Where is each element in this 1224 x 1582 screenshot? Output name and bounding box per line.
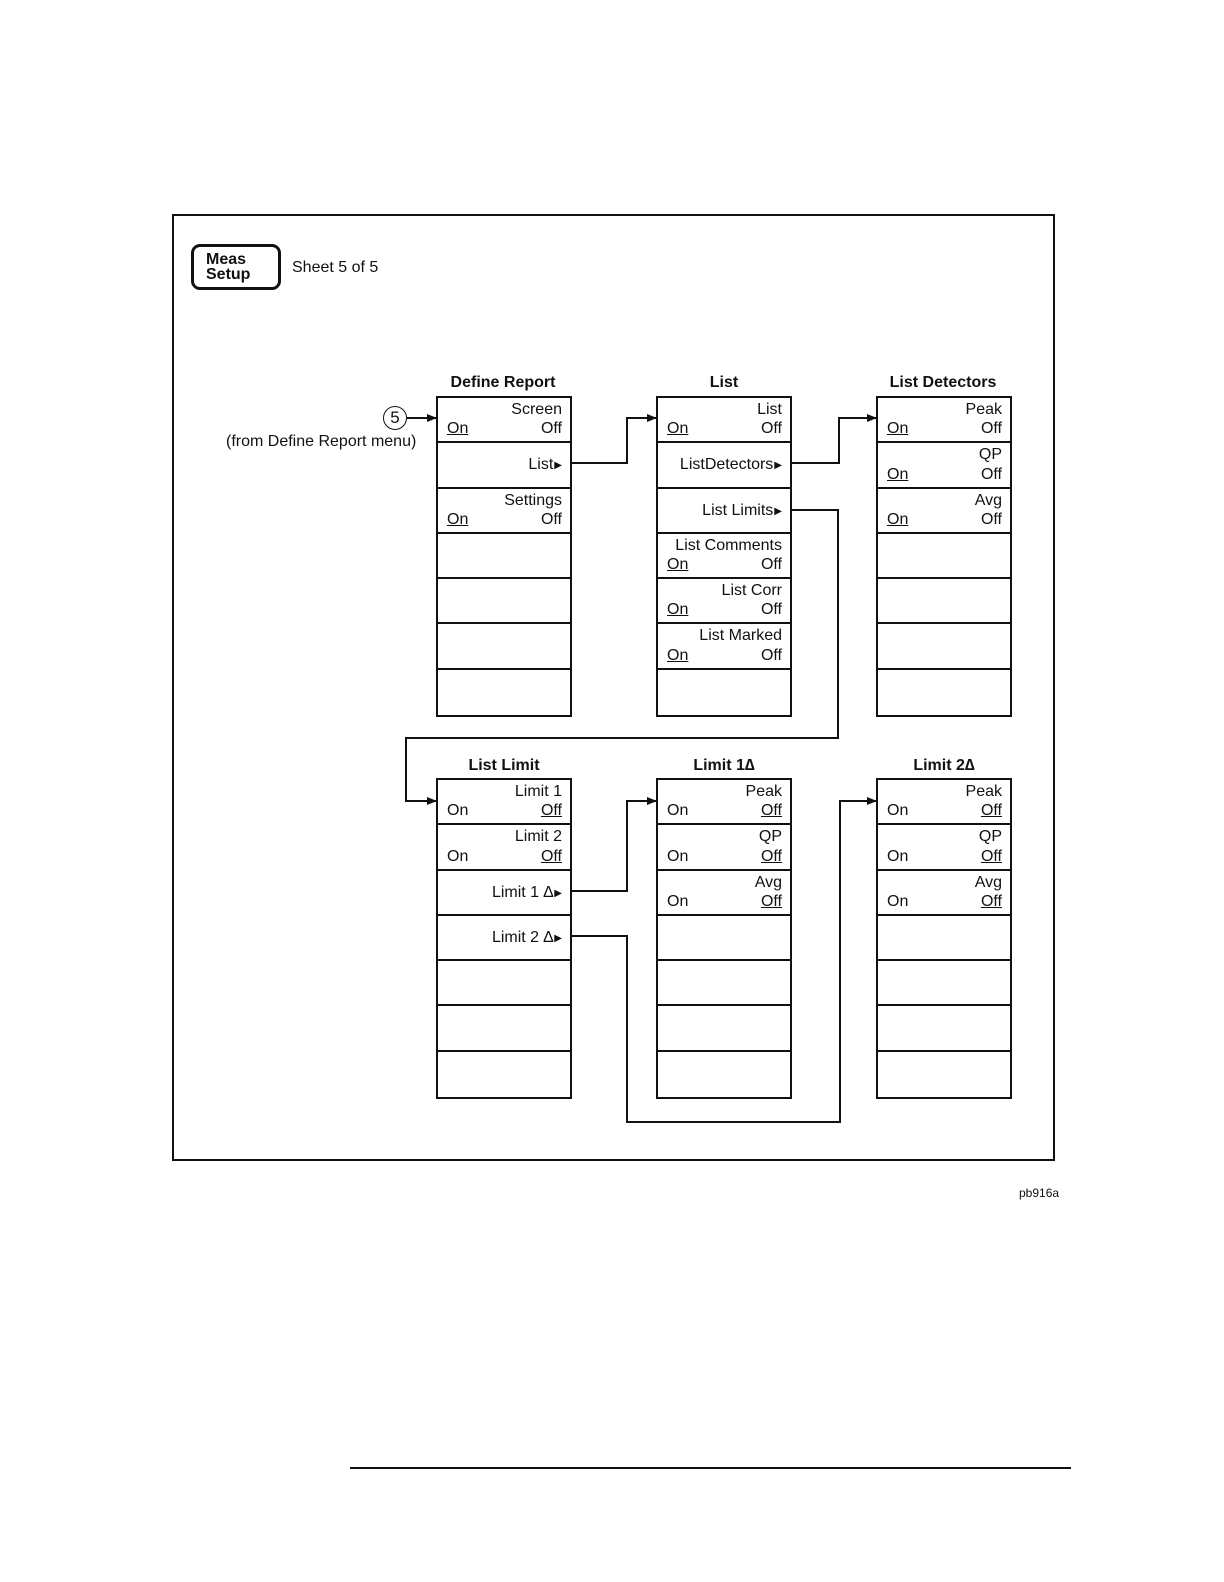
on-option: On [667, 601, 689, 619]
softkey-blank [878, 670, 1010, 715]
softkey-label: Limit 2 ∆ [491, 928, 554, 946]
softkey-peak[interactable] [658, 780, 790, 825]
softkey-list[interactable] [438, 443, 570, 488]
softkey-blank [878, 961, 1010, 1006]
softkey-blank [438, 1052, 570, 1097]
off-option: Off [540, 420, 562, 438]
off-option: Off [760, 601, 782, 619]
softkey-limit-1[interactable] [438, 780, 570, 825]
softkey-settings[interactable] [438, 489, 570, 534]
softkey-blank [438, 534, 570, 579]
softkey-blank [658, 1006, 790, 1051]
submenu-arrow-icon: ▶ [554, 932, 562, 944]
off-option: Off [980, 465, 1002, 483]
on-option: On [667, 892, 689, 910]
menu-title-limit1-delta: Limit 1∆ [693, 757, 755, 774]
menu-title-list-detectors: List Detectors [889, 374, 997, 391]
entry-from-label: (from Define Report menu) [226, 433, 417, 450]
softkey-peak[interactable] [878, 398, 1010, 443]
softkey-label: Peak [745, 783, 782, 800]
menu-limit2-delta [876, 778, 1012, 1099]
softkey-avg[interactable] [658, 871, 790, 916]
softkey-qp[interactable] [658, 825, 790, 870]
softkey-blank [658, 1052, 790, 1097]
off-option: Off [980, 892, 1002, 910]
softkey-label: Peak [965, 783, 1002, 800]
softkey-list-comments[interactable] [658, 534, 790, 579]
softkey-list-corr[interactable] [658, 579, 790, 624]
on-option: On [887, 802, 909, 820]
on-option: On [447, 802, 469, 820]
softkey-label: List [757, 401, 782, 418]
softkey-label: List Marked [699, 627, 782, 645]
softkey-blank [658, 961, 790, 1006]
softkey-label: Peak [965, 401, 1002, 418]
softkey-blank [878, 916, 1010, 961]
menu-list [656, 396, 792, 717]
figure-id: pb916a [1019, 1186, 1060, 1200]
softkey-label: ListDetectors [679, 456, 774, 474]
submenu-arrow-icon: ▶ [554, 887, 562, 899]
on-option: On [667, 802, 689, 820]
entry-callout: 5 [383, 406, 407, 430]
menu-define-report [436, 396, 572, 717]
softkey-blank [658, 670, 790, 715]
meas-setup-label-line2: Setup [206, 266, 251, 283]
on-option: On [447, 847, 469, 865]
softkey-label: Settings [504, 491, 562, 509]
softkey-label: Screen [511, 401, 562, 418]
off-option: Off [760, 892, 782, 910]
menu-title-list-limit: List Limit [468, 757, 540, 774]
softkey-label: Limit 1 ∆ [491, 883, 554, 901]
softkey-label: List [528, 456, 554, 474]
wire-list-to-list-menu [572, 418, 656, 463]
menu-title-define-report: Define Report [450, 374, 556, 391]
on-option: On [447, 510, 469, 528]
softkey-listdetectors[interactable] [658, 443, 790, 488]
softkey-label: List Corr [721, 582, 782, 600]
off-option: Off [540, 847, 562, 865]
softkey-blank [878, 1006, 1010, 1051]
wire-listdetectors-to-detectors-menu [792, 418, 876, 463]
softkey-limit-2-delta[interactable] [438, 916, 570, 961]
on-option: On [887, 420, 909, 438]
off-option: Off [760, 646, 782, 664]
softkey-avg[interactable] [878, 489, 1010, 534]
softkey-label: Avg [754, 873, 782, 891]
footer-rule [350, 1467, 1071, 1469]
menu-title-limit2-delta: Limit 2∆ [913, 757, 975, 774]
on-option: On [887, 510, 909, 528]
menu-list-limit [436, 778, 572, 1099]
softkey-limit-2[interactable] [438, 825, 570, 870]
meas-setup-label-line1: Meas [206, 251, 247, 268]
on-option: On [667, 420, 689, 438]
softkey-qp[interactable] [878, 825, 1010, 870]
submenu-arrow-icon: ▶ [554, 460, 562, 472]
off-option: Off [540, 802, 562, 820]
on-option: On [447, 420, 469, 438]
off-option: Off [760, 556, 782, 574]
softkey-label: List Comments [675, 536, 782, 554]
off-option: Off [540, 510, 562, 528]
softkey-blank [878, 534, 1010, 579]
softkey-label: Avg [974, 491, 1002, 509]
softkey-label: QP [758, 828, 782, 846]
softkey-blank [878, 1052, 1010, 1097]
on-option: On [667, 556, 689, 574]
wire-limit1-to-limit1-menu [572, 801, 656, 891]
on-option: On [667, 646, 689, 664]
softkey-peak[interactable] [878, 780, 1010, 825]
softkey-avg[interactable] [878, 871, 1010, 916]
on-option: On [887, 847, 909, 865]
sheet-label: Sheet 5 of 5 [292, 259, 379, 276]
softkey-blank [438, 961, 570, 1006]
off-option: Off [760, 847, 782, 865]
on-option: On [887, 892, 909, 910]
menu-list-detectors [876, 396, 1012, 717]
softkey-label: List Limits [702, 501, 774, 519]
softkey-list-limits[interactable] [658, 489, 790, 534]
softkey-label: QP [978, 828, 1002, 846]
softkey-blank [438, 624, 570, 669]
softkey-limit-1-delta[interactable] [438, 871, 570, 916]
softkey-screen[interactable] [438, 398, 570, 443]
on-option: On [667, 847, 689, 865]
off-option: Off [980, 420, 1002, 438]
softkey-list-toggle[interactable] [658, 398, 790, 443]
on-option: On [887, 465, 909, 483]
off-option: Off [980, 802, 1002, 820]
softkey-qp[interactable] [878, 443, 1010, 488]
off-option: Off [980, 847, 1002, 865]
softkey-blank [658, 916, 790, 961]
off-option: Off [980, 510, 1002, 528]
softkey-blank [438, 1006, 570, 1051]
softkey-list-marked[interactable] [658, 624, 790, 669]
submenu-arrow-icon: ▶ [774, 505, 782, 517]
menu-limit1-delta [656, 778, 792, 1099]
softkey-label: QP [978, 446, 1002, 464]
softkey-label: Avg [974, 873, 1002, 891]
submenu-arrow-icon: ▶ [774, 460, 782, 472]
softkey-blank [438, 670, 570, 715]
softkey-label: Limit 2 [514, 828, 562, 846]
menu-title-list: List [709, 374, 739, 391]
off-option: Off [760, 420, 782, 438]
off-option: Off [760, 802, 782, 820]
softkey-label: Limit 1 [514, 783, 562, 800]
softkey-blank [438, 579, 570, 624]
softkey-blank [878, 579, 1010, 624]
softkey-blank [878, 624, 1010, 669]
